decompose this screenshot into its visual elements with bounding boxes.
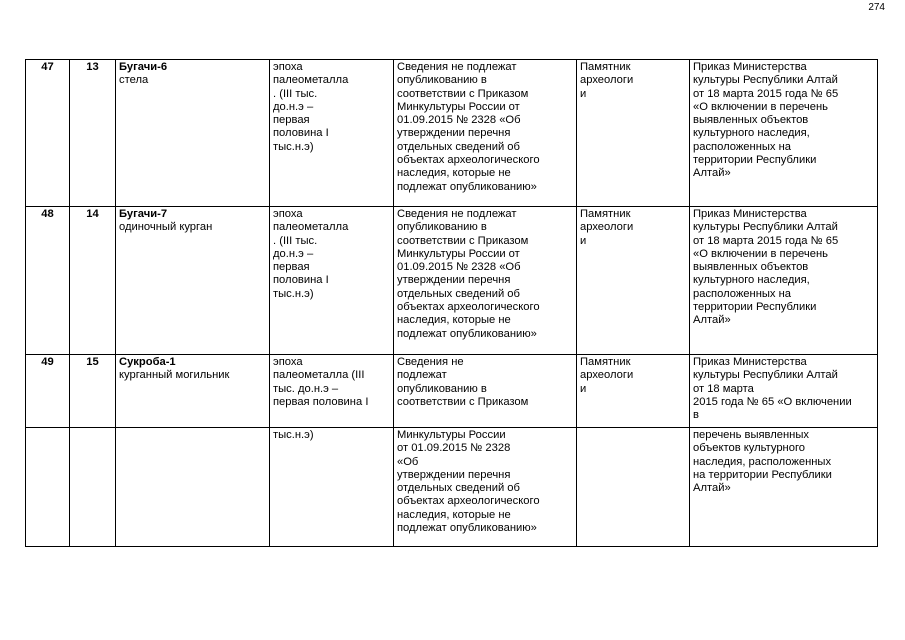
- document-text: перечень выявленных объектов культурного наследия, расположенных на территории Республики Алтай»: [693, 429, 832, 495]
- document-text: Приказ Министерства культуры Республики Алтай от 18 марта 2015 года № 65 «О включении в: [693, 356, 852, 422]
- location-text: Сведения не подлежат опубликованию в соответствии с Приказом: [397, 356, 529, 408]
- object-name: Бугачи-7: [119, 208, 168, 220]
- object-name: Бугачи-6: [119, 61, 168, 73]
- object-name-cell: [116, 207, 270, 355]
- object-type: стела: [119, 74, 149, 87]
- document-text: Приказ Министерства культуры Республики Алтай от 18 марта 2015 года № 65 «О включении в перечень выявленных объектов культурного наследия, расположенных на территории Республики Алтай»: [693, 208, 839, 327]
- dating-text: эпоха палеометалла (III тыс. до.н.э – первая половина I: [273, 356, 369, 408]
- document-cell: [690, 428, 878, 547]
- object-type: одиночный курган: [119, 221, 213, 234]
- local-number: [70, 428, 116, 547]
- location-cell: [394, 355, 577, 428]
- table-row: [26, 428, 878, 547]
- location-text: Минкультуры России от 01.09.2015 № 2328 «Об утверждении перечня отдельных сведений об объектах археологического наследия, которые не подлежат опубликованию»: [397, 429, 540, 535]
- object-type: курганный могильник: [119, 369, 230, 382]
- document-cell: [690, 207, 878, 355]
- dating-cell: [270, 60, 394, 207]
- dating-cell: [270, 355, 394, 428]
- document-cell: [690, 355, 878, 428]
- row-number: 49: [26, 355, 70, 428]
- object-name-cell: [116, 60, 270, 207]
- row-number: 48: [26, 207, 70, 355]
- local-number: 15: [70, 355, 116, 428]
- document-cell: [690, 60, 878, 207]
- dating-text: эпоха палеометалла . (III тыс. до.н.э – первая половина I тыс.н.э): [273, 208, 349, 300]
- local-number: 13: [70, 60, 116, 207]
- location-cell: [394, 60, 577, 207]
- location-text: Сведения не подлежат опубликованию в соответствии с Приказом Минкультуры России от 01.09.2015 № 2328 «Об утверждении перечня отдельных сведений об объектах археологического наследия, которые не подлежат опубликованию»: [397, 61, 540, 193]
- category-text: Памятник археологи и: [580, 208, 634, 247]
- dating-cell: [270, 207, 394, 355]
- local-number: 14: [70, 207, 116, 355]
- dating-text: эпоха палеометалла . (III тыс. до.н.э – первая половина I тыс.н.э): [273, 61, 349, 153]
- category-cell: [577, 428, 690, 547]
- object-name: Сукроба-1: [119, 356, 176, 368]
- table-row: [26, 60, 878, 207]
- table-row: [26, 355, 878, 428]
- dating-cell: [270, 428, 394, 547]
- heritage-objects-table: [25, 59, 878, 547]
- page-number: 274: [868, 2, 885, 13]
- row-number: [26, 428, 70, 547]
- category-cell: [577, 207, 690, 355]
- category-text: Памятник археологи и: [580, 61, 634, 100]
- location-text: Сведения не подлежат опубликованию в соответствии с Приказом Минкультуры России от 01.09.2015 № 2328 «Об утверждении перечня отдельных сведений об объектах археологического наследия, которые не подлежат опубликованию»: [397, 208, 540, 340]
- category-text: Памятник археологи и: [580, 356, 634, 395]
- object-name-cell: [116, 428, 270, 547]
- document-text: Приказ Министерства культуры Республики Алтай от 18 марта 2015 года № 65 «О включении в перечень выявленных объектов культурного наследия, расположенных на территории Республики Алтай»: [693, 61, 839, 180]
- location-cell: [394, 207, 577, 355]
- object-name-cell: [116, 355, 270, 428]
- location-cell: [394, 428, 577, 547]
- table-row: [26, 207, 878, 355]
- category-cell: [577, 60, 690, 207]
- dating-text: тыс.н.э): [273, 429, 314, 441]
- row-number: 47: [26, 60, 70, 207]
- category-cell: [577, 355, 690, 428]
